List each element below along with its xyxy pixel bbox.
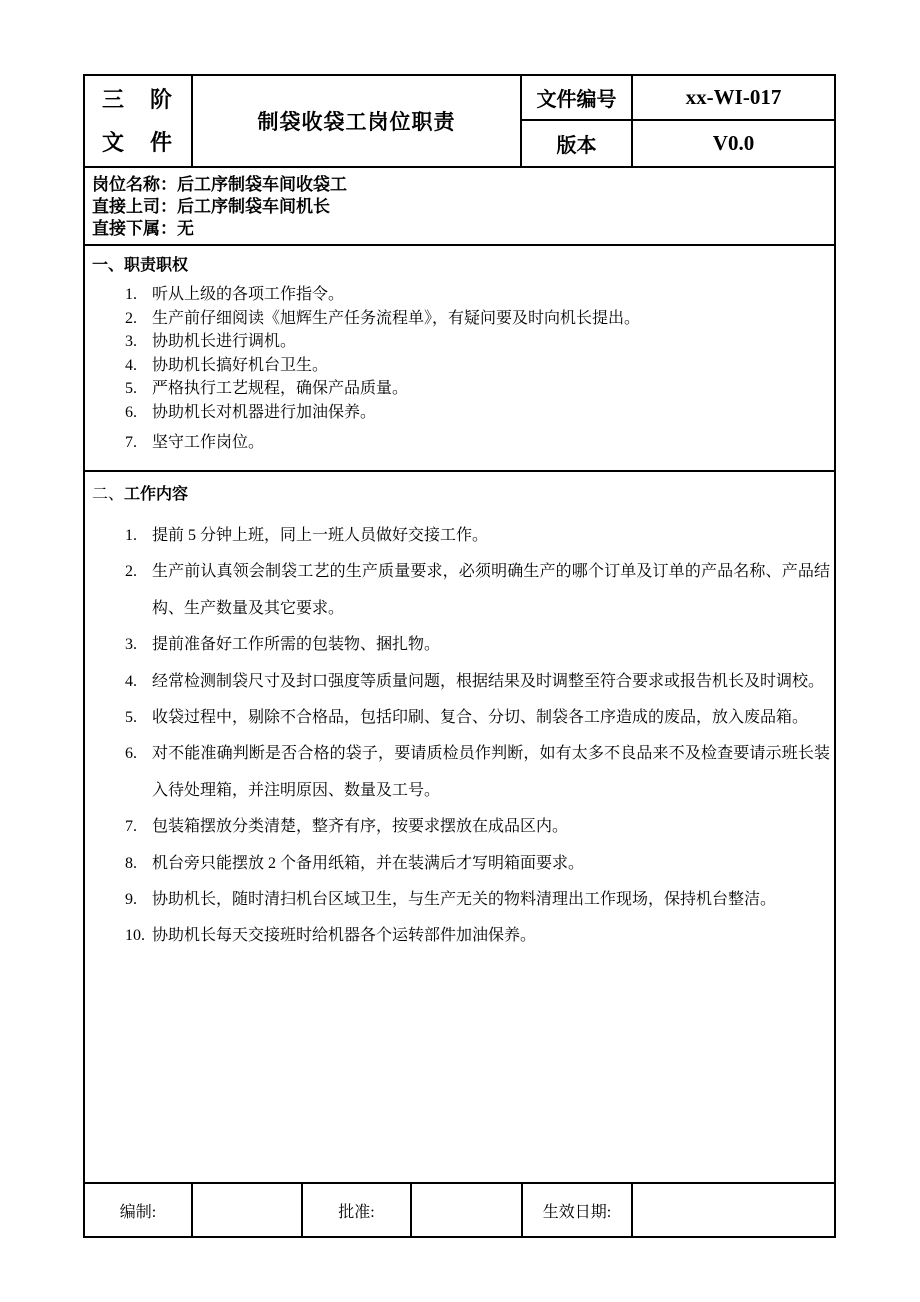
item-text: 收袋过程中，剔除不合格品，包括印刷、复合、分切、制袋各工序造成的废品，放入废品箱。: [152, 709, 809, 727]
item-number: 5.: [125, 380, 137, 397]
doc-class-cell: [85, 76, 193, 166]
version-value: V0.0: [712, 131, 755, 155]
item-number: 4.: [125, 356, 137, 374]
list-item: [85, 377, 834, 401]
prepared-by-value: [193, 1184, 303, 1236]
section-work-content: [83, 472, 836, 1184]
item-text: 机台旁只能摆放 2 个备用纸箱，并在装满后才写明箱面要求。: [152, 854, 585, 872]
list-item: [85, 307, 834, 331]
list-item: [85, 664, 834, 700]
list-item: [85, 700, 834, 736]
list-item: [85, 283, 834, 307]
item-number: 4.: [125, 672, 137, 690]
list-item: [85, 431, 834, 455]
item-number: 6.: [125, 745, 137, 763]
section-heading: [85, 246, 834, 275]
section-title: 职责职权: [124, 257, 189, 274]
doc-number-value: xx-WI-017: [633, 76, 834, 121]
item-number: 3.: [125, 636, 137, 654]
list-item: [85, 846, 834, 882]
doc-class-line1: 三 阶: [101, 87, 174, 112]
list-item: [85, 809, 834, 845]
item-number: 5.: [125, 709, 137, 727]
effective-date-value: [633, 1184, 834, 1236]
list-item: [85, 627, 834, 663]
item-number: 2.: [125, 563, 137, 581]
list-item: [85, 354, 834, 378]
item-text: 坚守工作岗位。: [152, 434, 265, 451]
direct-subordinate-line: 直接下属：无: [92, 219, 194, 238]
item-number: 7.: [125, 818, 137, 836]
doc-number-label: 文件编号: [522, 76, 633, 121]
list-item: [85, 518, 834, 554]
item-text: 听从上级的各项工作指令。: [152, 286, 345, 303]
doc-class-line2: 文 件: [101, 130, 174, 155]
section-title: 工作内容: [124, 486, 189, 503]
item-number: 6.: [125, 403, 137, 421]
prepared-by-label: 编制:: [85, 1184, 193, 1236]
item-number: 1.: [125, 527, 137, 544]
item-text: 提前准备好工作所需的包装物、捆扎物。: [152, 636, 441, 654]
item-text: 对不能准确判断是否合格的袋子，要请质检员作判断，如有太多不良品来不及检查要请示班长装入待处理箱，并注明原因、数量及工号。: [152, 745, 830, 799]
section-heading: [85, 472, 834, 504]
item-text: 协助机长每天交接班时给机器各个运转部件加油保养。: [152, 927, 537, 945]
document-title: 制袋收袋工岗位职责: [193, 76, 522, 166]
item-number: 8.: [125, 854, 137, 872]
item-text: 协助机长进行调机。: [152, 333, 297, 350]
item-text: 生产前认真领会制袋工艺的生产质量要求，必须明确生产的哪个订单及订单的产品名称、产品结构、生产数量及其它要求。: [152, 563, 830, 617]
list-item: [85, 330, 834, 354]
item-number: 3.: [125, 333, 137, 350]
section-number: 二、: [92, 486, 125, 503]
document-table: [83, 74, 836, 1238]
footer-table: [83, 1184, 836, 1238]
item-text: 严格执行工艺规程，确保产品质量。: [152, 380, 409, 397]
work-content-list: [85, 518, 834, 955]
item-number: 2.: [125, 309, 137, 327]
item-text: 协助机长对机器进行加油保养。: [152, 403, 377, 421]
item-text: 提前 5 分钟上班，同上一班人员做好交接工作。: [152, 527, 489, 544]
item-number: 9.: [125, 891, 137, 909]
item-number: 7.: [125, 434, 137, 451]
section-number: 一、: [92, 257, 125, 274]
list-item: [85, 882, 834, 918]
direct-superior-line: 直接上司：后工序制袋车间机长: [92, 197, 330, 216]
approved-by-value: [412, 1184, 523, 1236]
position-name-line: 岗位名称：后工序制袋车间收袋工: [92, 175, 347, 194]
item-text: 包装箱摆放分类清楚，整齐有序，按要求摆放在成品区内。: [152, 818, 569, 836]
position-info-box: [83, 168, 836, 246]
item-text: 协助机长，随时清扫机台区域卫生，与生产无关的物料清理出工作现场，保持机台整洁。: [152, 891, 777, 909]
list-item: [85, 736, 834, 809]
list-item: [85, 554, 834, 627]
item-text: 经常检测制袋尺寸及封口强度等质量问题，根据结果及时调整至符合要求或报告机长及时调校。: [152, 672, 825, 690]
effective-date-label: 生效日期:: [523, 1184, 633, 1236]
item-number: 10.: [125, 927, 145, 945]
item-text: 生产前仔细阅读《旭辉生产任务流程单》，有疑问要及时向机长提出。: [152, 309, 641, 327]
section-duties: [83, 246, 836, 472]
approved-by-label: 批准:: [303, 1184, 412, 1236]
item-number: 1.: [125, 286, 137, 303]
duties-list: [85, 283, 834, 455]
list-item: [85, 401, 834, 425]
version-label: 版本: [522, 121, 633, 166]
item-text: 协助机长搞好机台卫生。: [152, 356, 329, 374]
list-item: [85, 918, 834, 954]
header-table: [83, 74, 836, 168]
